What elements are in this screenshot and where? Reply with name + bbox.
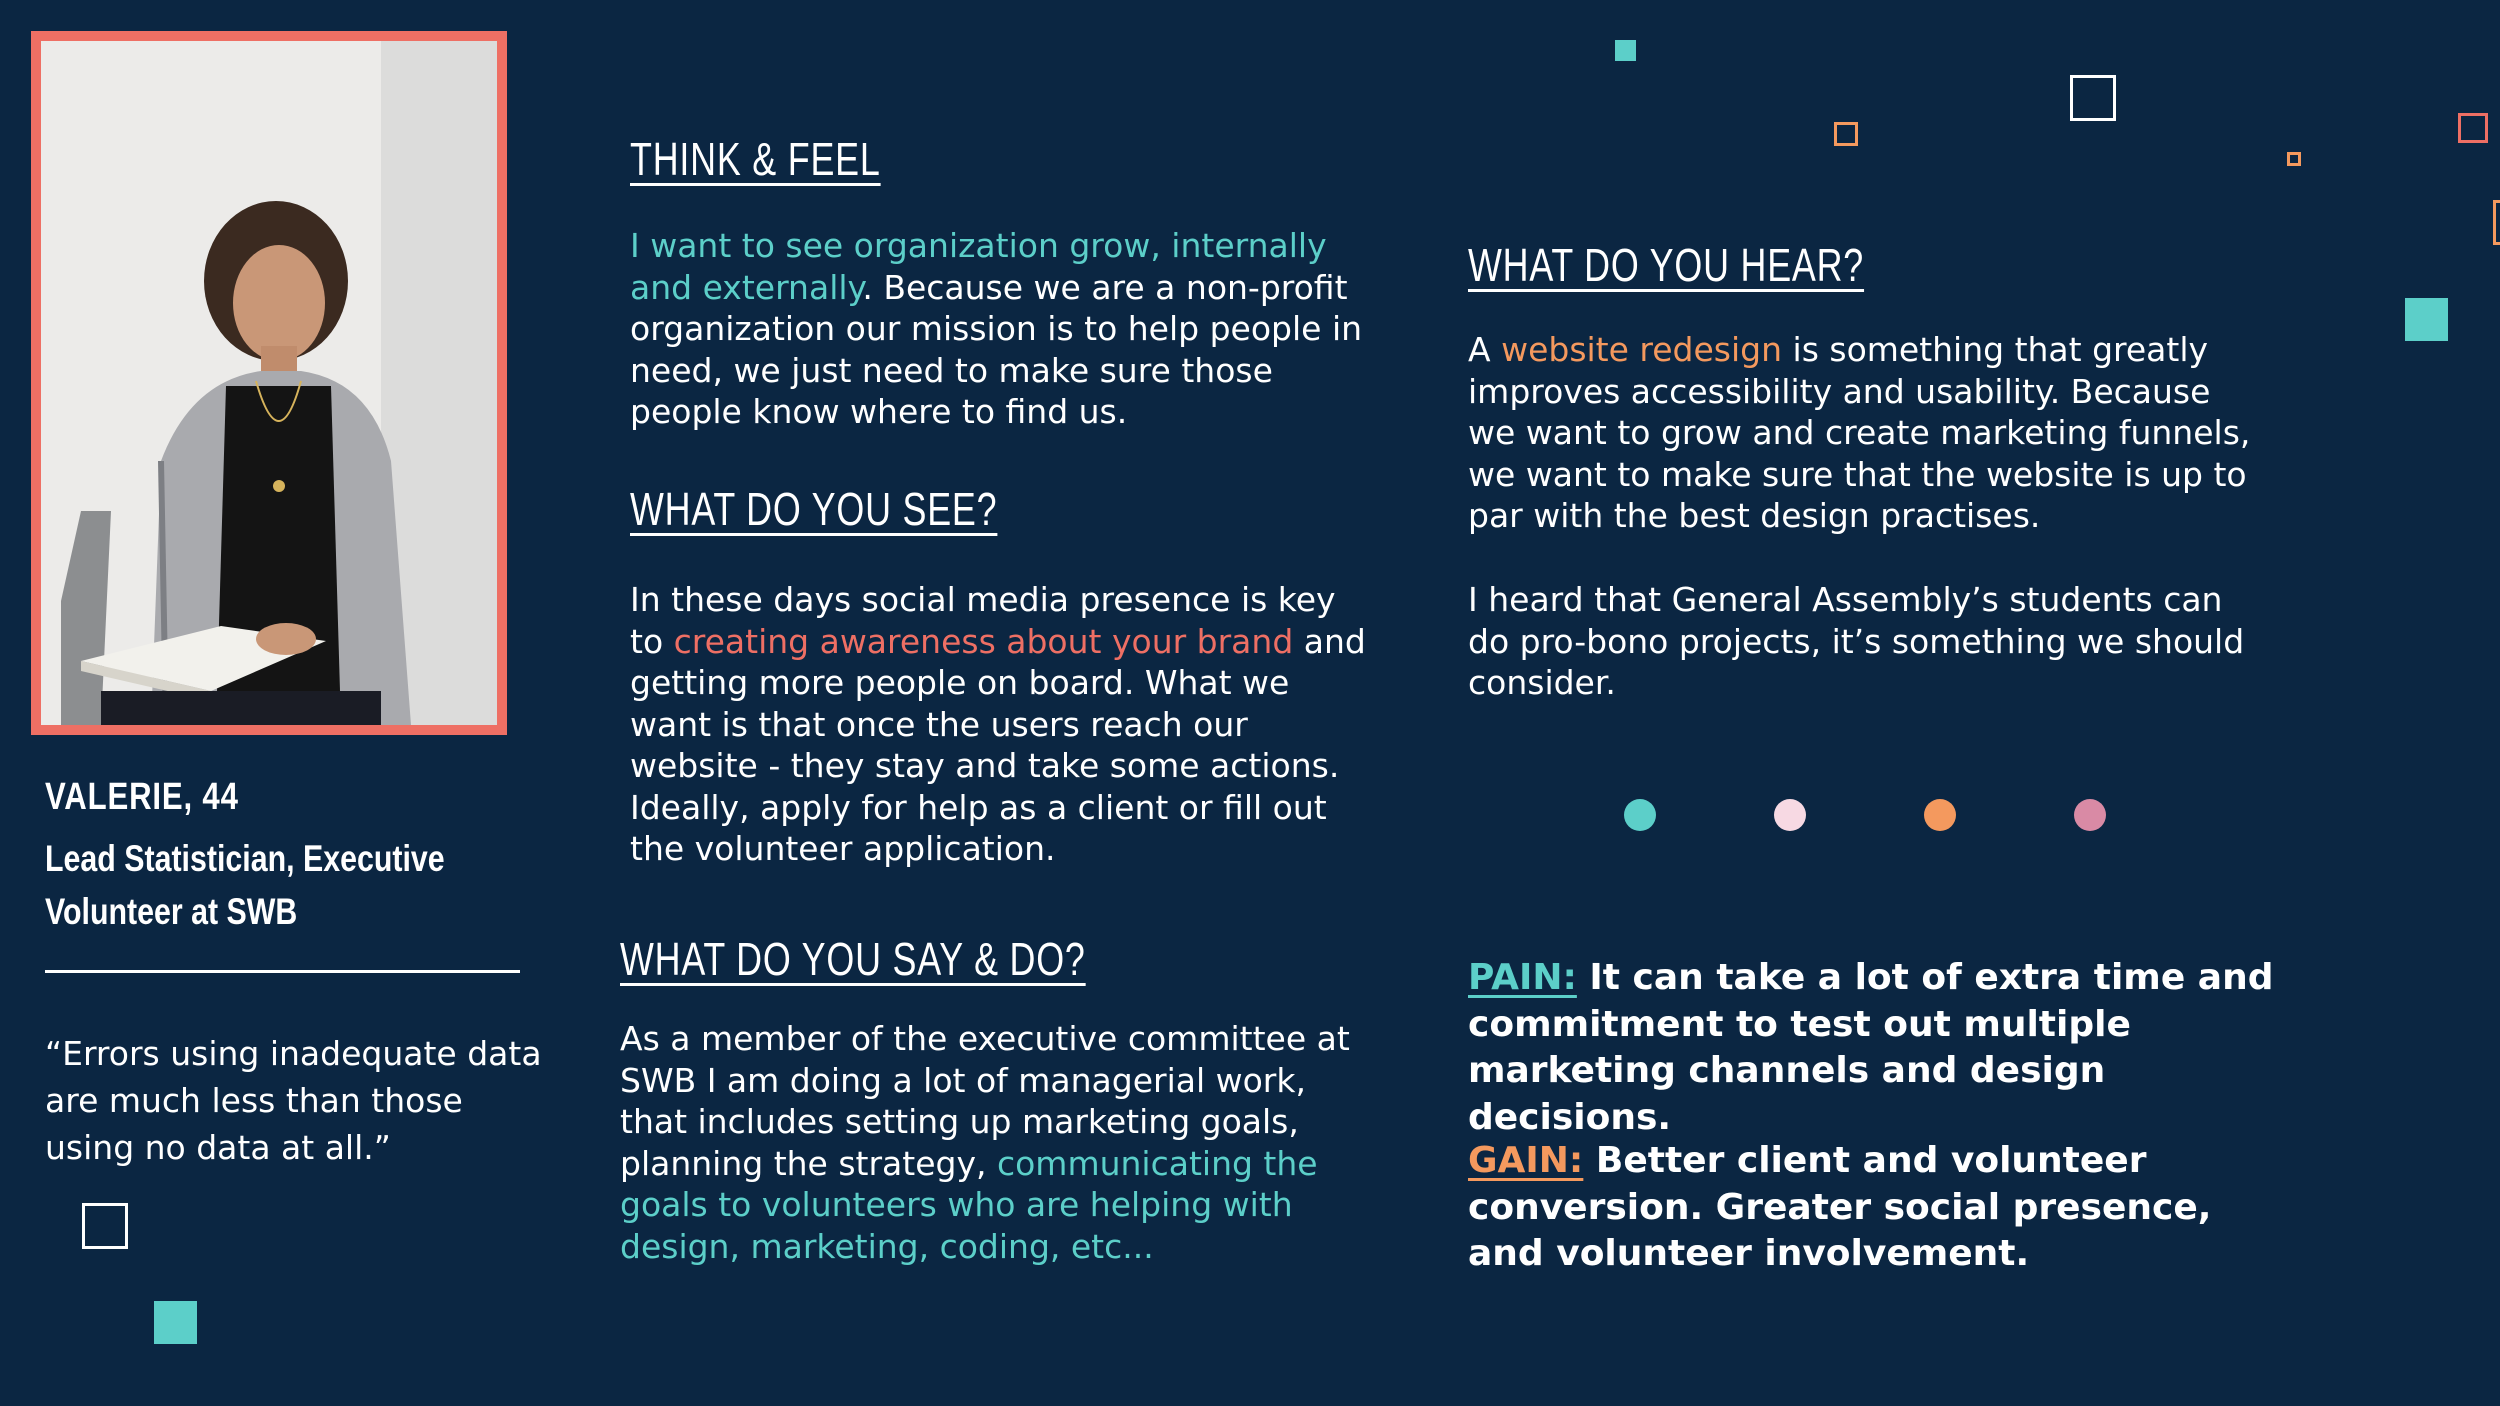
gain-block xyxy=(1468,1138,2298,1278)
think-feel-rest: . Because we are a non-profit organization our mission is to help people in need, we just need to make sure those people know where to find us. xyxy=(630,267,1363,431)
orange-dot xyxy=(1924,799,1956,831)
say-do-text-before: As a member of the executive committee at SWB I am doing a lot of managerial work, that includes setting up marketing goals, planning the strategy, xyxy=(620,1019,1350,1183)
persona-photo xyxy=(31,31,507,735)
gain-label: GAIN: xyxy=(1468,1140,1584,1181)
gain-text: Better client and volunteer conversion. Greater social presence, and volunteer involvement. xyxy=(1468,1140,2212,1274)
hear-text-after: is something that greatly improves accessibility and usability. Because we want to grow and create marketing funnels, we want to make sure that the website is up to par with the best design practises. xyxy=(1468,330,2251,535)
deco-square xyxy=(82,1203,128,1249)
deco-square xyxy=(2493,200,2500,245)
hear-text-1 xyxy=(1468,329,2268,537)
say-do-text xyxy=(620,1018,1360,1267)
see-text-after: and getting more people on board. What we want is that once the users reach our website - they stay and take some actions. Ideally, apply for help as a client or fill out the volunteer application. xyxy=(630,621,1366,868)
deco-square xyxy=(1834,122,1858,146)
deco-square xyxy=(2458,113,2488,143)
see-heading: WHAT DO YOU SEE? xyxy=(630,483,998,535)
teal-dot xyxy=(1624,799,1656,831)
deco-square xyxy=(2287,152,2301,166)
hear-text-before: A xyxy=(1468,330,1502,369)
pain-text: It can take a lot of extra time and commitment to test out multiple marketing channels and design decisions. xyxy=(1468,957,2274,1138)
persona-role: Lead Statistician, Executive Volunteer at SWB xyxy=(45,838,445,932)
think-feel-text xyxy=(630,225,1370,433)
deco-square xyxy=(154,1301,197,1344)
think-feel-heading: THINK & FEEL xyxy=(630,133,881,185)
hear-highlight: website redesign xyxy=(1501,330,1783,369)
see-text-before: In these days social media presence is key to xyxy=(630,580,1336,661)
divider xyxy=(45,970,520,973)
deco-square xyxy=(2070,75,2116,121)
see-highlight: creating awareness about your brand xyxy=(673,621,1294,661)
pink-dot xyxy=(2074,799,2106,831)
light-pink-dot xyxy=(1774,799,1806,831)
deco-square xyxy=(2405,298,2448,341)
hear-heading: WHAT DO YOU HEAR? xyxy=(1468,239,1865,291)
hear-text-2: I heard that General Assembly’s students can do pro-bono projects, it’s something we should consider. xyxy=(1468,580,2245,702)
say-do-heading: WHAT DO YOU SAY & DO? xyxy=(620,933,1086,985)
persona-quote: “Errors using inadequate data are much less than those using no data at all.” xyxy=(45,1034,542,1167)
pain-label: PAIN: xyxy=(1468,957,1577,998)
see-text xyxy=(630,579,1370,870)
deco-square xyxy=(1615,40,1636,61)
persona-name: VALERIE, 44 xyxy=(45,776,239,818)
say-do-highlight: communicating the goals to volunteers who are helping with design, marketing, coding, etc... xyxy=(620,1143,1318,1266)
pain-block xyxy=(1468,955,2298,1141)
think-feel-highlight: I want to see organization grow, internally and externally xyxy=(630,226,1327,307)
